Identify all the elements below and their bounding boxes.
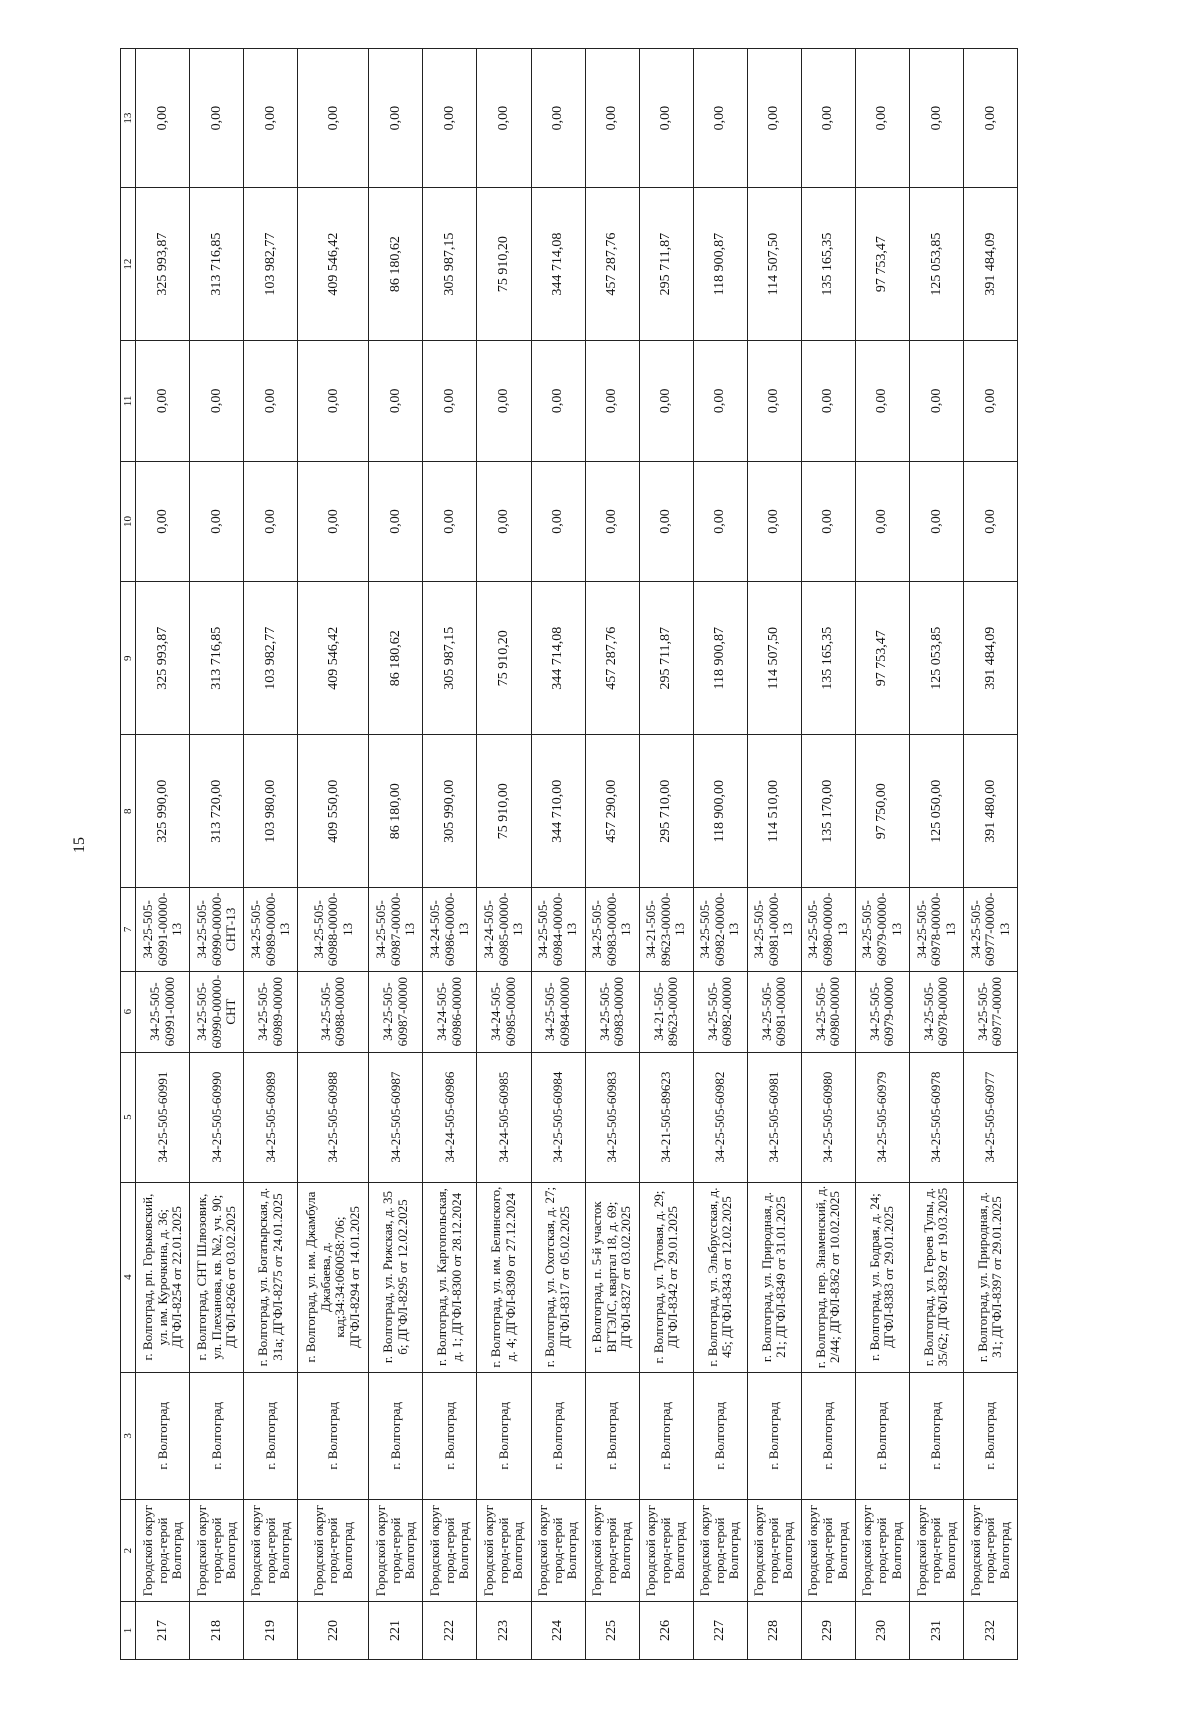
row-number-cell: 226	[639, 1602, 693, 1660]
column-number-12: 12	[121, 188, 136, 341]
code-cell: 34-25-505-60977	[963, 1052, 1017, 1182]
amount-cell: 0,00	[909, 49, 963, 188]
district-cell: Городской округ город-герой Волгоград	[531, 1500, 585, 1602]
data-table	[120, 48, 1018, 1660]
amount-cell: 0,00	[369, 461, 423, 582]
amount-cell: 325 990,00	[136, 735, 190, 888]
city-cell: г. Волгоград	[639, 1372, 693, 1499]
table-row	[531, 49, 585, 1660]
district-cell: Городской округ город-герой Волгоград	[639, 1500, 693, 1602]
code-cell: 34-25-505-60980	[801, 1052, 855, 1182]
code-full-13-cell: 34-25-505-60983-00000-13	[585, 888, 639, 971]
amount-cell: 0,00	[369, 49, 423, 188]
code-full-13-cell: 34-25-505-60981-00000-13	[747, 888, 801, 971]
amount-cell: 125 053,85	[909, 582, 963, 735]
amount-cell: 135 165,35	[801, 582, 855, 735]
table-row	[190, 49, 244, 1660]
amount-cell: 0,00	[423, 341, 477, 462]
table-row	[477, 49, 531, 1660]
row-number-cell: 225	[585, 1602, 639, 1660]
address-cell: г. Волгоград, ул. Природная, д. 21; ДГФЛ-8349 от 31.01.2025	[747, 1182, 801, 1372]
row-number-cell: 230	[855, 1602, 909, 1660]
city-cell: г. Волгоград	[531, 1372, 585, 1499]
amount-cell: 114 507,50	[747, 582, 801, 735]
amount-cell: 409 550,00	[298, 735, 369, 888]
amount-cell: 0,00	[244, 461, 298, 582]
code-full-13-cell: 34-24-505-60985-00000-13	[477, 888, 531, 971]
amount-cell: 0,00	[531, 49, 585, 188]
column-number-1: 1	[121, 1602, 136, 1660]
amount-cell: 0,00	[747, 461, 801, 582]
column-number-5: 5	[121, 1052, 136, 1182]
amount-cell: 0,00	[531, 341, 585, 462]
code-full-13-cell: 34-25-505-60979-00000-13	[855, 888, 909, 971]
code-cell: 34-24-505-60985	[477, 1052, 531, 1182]
address-cell: г. Волгоград, ул. Эльбрусская, д. 45; ДГФЛ-8343 от 12.02.2025	[693, 1182, 747, 1372]
code-cell: 34-25-505-60988	[298, 1052, 369, 1182]
amount-cell: 0,00	[963, 49, 1017, 188]
amount-cell: 0,00	[693, 461, 747, 582]
amount-cell: 75 910,20	[477, 582, 531, 735]
row-number-cell: 222	[423, 1602, 477, 1660]
row-number-cell: 231	[909, 1602, 963, 1660]
district-cell: Городской округ город-герой Волгоград	[693, 1500, 747, 1602]
code-full-cell: 34-25-505-60980-00000	[801, 971, 855, 1052]
city-cell: г. Волгоград	[585, 1372, 639, 1499]
code-full-cell: 34-25-505-60989-00000	[244, 971, 298, 1052]
amount-cell: 0,00	[855, 341, 909, 462]
code-cell: 34-25-505-60991	[136, 1052, 190, 1182]
city-cell: г. Волгоград	[423, 1372, 477, 1499]
column-number-6: 6	[121, 971, 136, 1052]
amount-cell: 0,00	[801, 341, 855, 462]
code-cell: 34-25-505-60990	[190, 1052, 244, 1182]
amount-cell: 103 980,00	[244, 735, 298, 888]
amount-cell: 135 170,00	[801, 735, 855, 888]
city-cell: г. Волгоград	[136, 1372, 190, 1499]
address-cell: г. Волгоград, ул. Богатырская, д. 31а; ДГФЛ-8275 от 24.01.2025	[244, 1182, 298, 1372]
row-number-cell: 229	[801, 1602, 855, 1660]
amount-cell: 344 710,00	[531, 735, 585, 888]
amount-cell: 0,00	[298, 49, 369, 188]
table-row	[423, 49, 477, 1660]
amount-cell: 0,00	[477, 49, 531, 188]
row-number-cell: 217	[136, 1602, 190, 1660]
amount-cell: 0,00	[801, 461, 855, 582]
column-number-7: 7	[121, 888, 136, 971]
amount-cell: 0,00	[963, 341, 1017, 462]
code-full-13-cell: 34-25-505-60978-00000-13	[909, 888, 963, 971]
table-row	[585, 49, 639, 1660]
amount-cell: 103 982,77	[244, 188, 298, 341]
amount-cell: 75 910,00	[477, 735, 531, 888]
amount-cell: 325 993,87	[136, 188, 190, 341]
code-full-13-cell: 34-21-505-89623-00000-13	[639, 888, 693, 971]
city-cell: г. Волгоград	[693, 1372, 747, 1499]
code-full-cell: 34-24-505-60985-00000	[477, 971, 531, 1052]
address-cell: г. Волгоград, ул. Каргопольская, д. 1; ДГФЛ-8300 от 28.12.2024	[423, 1182, 477, 1372]
code-full-cell: 34-25-505-60978-00000	[909, 971, 963, 1052]
amount-cell: 0,00	[423, 461, 477, 582]
row-number-cell: 223	[477, 1602, 531, 1660]
column-number-2: 2	[121, 1500, 136, 1602]
code-full-cell: 34-25-505-60977-00000	[963, 971, 1017, 1052]
amount-cell: 135 165,35	[801, 188, 855, 341]
code-cell: 34-25-505-60979	[855, 1052, 909, 1182]
code-cell: 34-25-505-60989	[244, 1052, 298, 1182]
amount-cell: 344 714,08	[531, 582, 585, 735]
amount-cell: 0,00	[909, 341, 963, 462]
column-number-row	[121, 49, 136, 1660]
table-row	[693, 49, 747, 1660]
amount-cell: 114 507,50	[747, 188, 801, 341]
table-row	[298, 49, 369, 1660]
amount-cell: 86 180,00	[369, 735, 423, 888]
row-number-cell: 220	[298, 1602, 369, 1660]
amount-cell: 114 510,00	[747, 735, 801, 888]
code-cell: 34-25-505-60984	[531, 1052, 585, 1182]
table-row	[855, 49, 909, 1660]
code-full-cell: 34-25-505-60988-00000	[298, 971, 369, 1052]
code-full-cell: 34-24-505-60986-00000	[423, 971, 477, 1052]
row-number-cell: 224	[531, 1602, 585, 1660]
amount-cell: 295 711,87	[639, 188, 693, 341]
code-cell: 34-24-505-60986	[423, 1052, 477, 1182]
row-number-cell: 227	[693, 1602, 747, 1660]
district-cell: Городской округ город-герой Волгоград	[477, 1500, 531, 1602]
city-cell: г. Волгоград	[244, 1372, 298, 1499]
amount-cell: 118 900,87	[693, 188, 747, 341]
amount-cell: 305 987,15	[423, 188, 477, 341]
address-cell: г. Волгоград, ул. Героев Тулы, д. 35/62; ДГФЛ-8392 от 19.03.2025	[909, 1182, 963, 1372]
amount-cell: 125 053,85	[909, 188, 963, 341]
code-full-13-cell: 34-25-505-60984-00000-13	[531, 888, 585, 971]
amount-cell: 391 480,00	[963, 735, 1017, 888]
address-cell: г. Волгоград, ул. Бодрая, д. 24; ДГФЛ-8383 от 29.01.2025	[855, 1182, 909, 1372]
table-body	[136, 49, 1018, 1660]
district-cell: Городской округ город-герой Волгоград	[369, 1500, 423, 1602]
amount-cell: 0,00	[369, 341, 423, 462]
code-full-cell: 34-25-505-60982-00000	[693, 971, 747, 1052]
amount-cell: 103 982,77	[244, 582, 298, 735]
amount-cell: 86 180,62	[369, 188, 423, 341]
district-cell: Городской округ город-герой Волгоград	[244, 1500, 298, 1602]
district-cell: Городской округ город-герой Волгоград	[909, 1500, 963, 1602]
amount-cell: 0,00	[747, 49, 801, 188]
amount-cell: 118 900,00	[693, 735, 747, 888]
column-number-9: 9	[121, 582, 136, 735]
amount-cell: 125 050,00	[909, 735, 963, 888]
amount-cell: 0,00	[244, 49, 298, 188]
amount-cell: 0,00	[423, 49, 477, 188]
table-row	[136, 49, 190, 1660]
table-container	[120, 48, 1018, 1660]
amount-cell: 0,00	[585, 461, 639, 582]
amount-cell: 457 287,76	[585, 582, 639, 735]
amount-cell: 86 180,62	[369, 582, 423, 735]
code-full-cell: 34-25-505-60979-00000	[855, 971, 909, 1052]
amount-cell: 344 714,08	[531, 188, 585, 341]
city-cell: г. Волгоград	[855, 1372, 909, 1499]
city-cell: г. Волгоград	[747, 1372, 801, 1499]
amount-cell: 295 711,87	[639, 582, 693, 735]
table-row	[369, 49, 423, 1660]
code-full-13-cell: 34-25-505-60977-00000-13	[963, 888, 1017, 971]
amount-cell: 0,00	[747, 341, 801, 462]
address-cell: г. Волгоград, ул. Тутовая, д. 29; ДГФЛ-8342 от 29.01.2025	[639, 1182, 693, 1372]
amount-cell: 325 993,87	[136, 582, 190, 735]
district-cell: Городской округ город-герой Волгоград	[585, 1500, 639, 1602]
amount-cell: 0,00	[298, 341, 369, 462]
amount-cell: 0,00	[855, 461, 909, 582]
district-cell: Городской округ город-герой Волгоград	[298, 1500, 369, 1602]
code-full-13-cell: 34-25-505-60988-00000-13	[298, 888, 369, 971]
address-cell: г. Волгоград, п. 5-й участок ВГТЭЛС, квартал 18, д. 69; ДГФЛ-8327 от 03.02.2025	[585, 1182, 639, 1372]
code-full-cell: 34-25-505-60991-00000	[136, 971, 190, 1052]
district-cell: Городской округ город-герой Волгоград	[136, 1500, 190, 1602]
table-row	[909, 49, 963, 1660]
city-cell: г. Волгоград	[801, 1372, 855, 1499]
district-cell: Городской округ город-герой Волгоград	[190, 1500, 244, 1602]
amount-cell: 0,00	[585, 49, 639, 188]
city-cell: г. Волгоград	[369, 1372, 423, 1499]
amount-cell: 97 753,47	[855, 582, 909, 735]
row-number-cell: 221	[369, 1602, 423, 1660]
address-cell: г. Волгоград, ул. Рижская, д. 35 б; ДГФЛ-8295 от 12.02.2025	[369, 1182, 423, 1372]
code-full-cell: 34-25-505-60990-00000-СНТ	[190, 971, 244, 1052]
amount-cell: 409 546,42	[298, 188, 369, 341]
district-cell: Городской округ город-герой Волгоград	[423, 1500, 477, 1602]
amount-cell: 305 987,15	[423, 582, 477, 735]
city-cell: г. Волгоград	[963, 1372, 1017, 1499]
amount-cell: 457 287,76	[585, 188, 639, 341]
code-full-cell: 34-25-505-60987-00000	[369, 971, 423, 1052]
city-cell: г. Волгоград	[298, 1372, 369, 1499]
code-full-cell: 34-21-505-89623-00000	[639, 971, 693, 1052]
amount-cell: 313 720,00	[190, 735, 244, 888]
column-number-11: 11	[121, 341, 136, 462]
amount-cell: 0,00	[531, 461, 585, 582]
amount-cell: 0,00	[298, 461, 369, 582]
table-row	[747, 49, 801, 1660]
city-cell: г. Волгоград	[909, 1372, 963, 1499]
amount-cell: 409 546,42	[298, 582, 369, 735]
amount-cell: 457 290,00	[585, 735, 639, 888]
amount-cell: 0,00	[477, 461, 531, 582]
amount-cell: 97 753,47	[855, 188, 909, 341]
table-row	[244, 49, 298, 1660]
address-cell: г. Волгоград, СНТ Шлюзовик, ул. Плеханова, кв. №2, уч. 90; ДГФЛ-8266 от 03.02.2025	[190, 1182, 244, 1372]
district-cell: Городской округ город-герой Волгоград	[747, 1500, 801, 1602]
table-row	[639, 49, 693, 1660]
amount-cell: 313 716,85	[190, 582, 244, 735]
amount-cell: 0,00	[190, 461, 244, 582]
code-full-cell: 34-25-505-60981-00000	[747, 971, 801, 1052]
column-number-3: 3	[121, 1372, 136, 1499]
city-cell: г. Волгоград	[190, 1372, 244, 1499]
amount-cell: 0,00	[244, 341, 298, 462]
amount-cell: 97 750,00	[855, 735, 909, 888]
amount-cell: 0,00	[136, 49, 190, 188]
row-number-cell: 232	[963, 1602, 1017, 1660]
amount-cell: 0,00	[909, 461, 963, 582]
address-cell: г. Волгоград, ул. им. Джамбула Джабаева, д. кад;34:34:060058:706; ДГФЛ-8294 от 14.01.2025	[298, 1182, 369, 1372]
amount-cell: 0,00	[855, 49, 909, 188]
amount-cell: 0,00	[963, 461, 1017, 582]
amount-cell: 0,00	[585, 341, 639, 462]
amount-cell: 0,00	[693, 341, 747, 462]
amount-cell: 0,00	[801, 49, 855, 188]
code-full-cell: 34-25-505-60983-00000	[585, 971, 639, 1052]
page-number: 15	[71, 837, 88, 853]
amount-cell: 0,00	[136, 341, 190, 462]
address-cell: г. Волгоград, ул. им. Белинского, д. 4; ДГФЛ-8309 от 27.12.2024	[477, 1182, 531, 1372]
column-number-4: 4	[121, 1182, 136, 1372]
amount-cell: 391 484,09	[963, 188, 1017, 341]
row-number-cell: 219	[244, 1602, 298, 1660]
code-full-13-cell: 34-25-505-60980-00000-13	[801, 888, 855, 971]
address-cell: г. Волгоград, ул. Природная, д. 31; ДГФЛ-8397 от 29.01.2025	[963, 1182, 1017, 1372]
amount-cell: 0,00	[693, 49, 747, 188]
column-number-10: 10	[121, 461, 136, 582]
address-cell: г. Волгоград, ул. Охотская, д. 27; ДГФЛ-8317 от 05.02.2025	[531, 1182, 585, 1372]
amount-cell: 295 710,00	[639, 735, 693, 888]
amount-cell: 0,00	[190, 49, 244, 188]
amount-cell: 313 716,85	[190, 188, 244, 341]
code-cell: 34-25-505-60983	[585, 1052, 639, 1182]
code-cell: 34-25-505-60981	[747, 1052, 801, 1182]
address-cell: г. Волгоград, пер. Знаменский, д. 2/44; ДГФЛ-8362 от 10.02.2025	[801, 1182, 855, 1372]
amount-cell: 118 900,87	[693, 582, 747, 735]
row-number-cell: 218	[190, 1602, 244, 1660]
code-cell: 34-21-505-89623	[639, 1052, 693, 1182]
district-cell: Городской округ город-герой Волгоград	[963, 1500, 1017, 1602]
city-cell: г. Волгоград	[477, 1372, 531, 1499]
code-full-13-cell: 34-25-505-60990-00000-СНТ-13	[190, 888, 244, 971]
code-cell: 34-25-505-60987	[369, 1052, 423, 1182]
code-full-13-cell: 34-24-505-60986-00000-13	[423, 888, 477, 971]
district-cell: Городской округ город-герой Волгоград	[855, 1500, 909, 1602]
amount-cell: 0,00	[477, 341, 531, 462]
amount-cell: 0,00	[639, 49, 693, 188]
amount-cell: 0,00	[190, 341, 244, 462]
table-row	[963, 49, 1017, 1660]
code-cell: 34-25-505-60982	[693, 1052, 747, 1182]
code-full-cell: 34-25-505-60984-00000	[531, 971, 585, 1052]
code-full-13-cell: 34-25-505-60989-00000-13	[244, 888, 298, 971]
district-cell: Городской округ город-герой Волгоград	[801, 1500, 855, 1602]
amount-cell: 0,00	[639, 461, 693, 582]
column-number-8: 8	[121, 735, 136, 888]
amount-cell: 0,00	[136, 461, 190, 582]
amount-cell: 0,00	[639, 341, 693, 462]
address-cell: г. Волгоград, рп. Горьковский, ул. им. Курочкина, д. 36; ДГФЛ-8254 от 22.01.2025	[136, 1182, 190, 1372]
row-number-cell: 228	[747, 1602, 801, 1660]
amount-cell: 75 910,20	[477, 188, 531, 341]
code-full-13-cell: 34-25-505-60982-00000-13	[693, 888, 747, 971]
amount-cell: 305 990,00	[423, 735, 477, 888]
table-row	[801, 49, 855, 1660]
code-full-13-cell: 34-25-505-60987-00000-13	[369, 888, 423, 971]
code-cell: 34-25-505-60978	[909, 1052, 963, 1182]
code-full-13-cell: 34-25-505-60991-00000-13	[136, 888, 190, 971]
amount-cell: 391 484,09	[963, 582, 1017, 735]
column-number-13: 13	[121, 49, 136, 188]
